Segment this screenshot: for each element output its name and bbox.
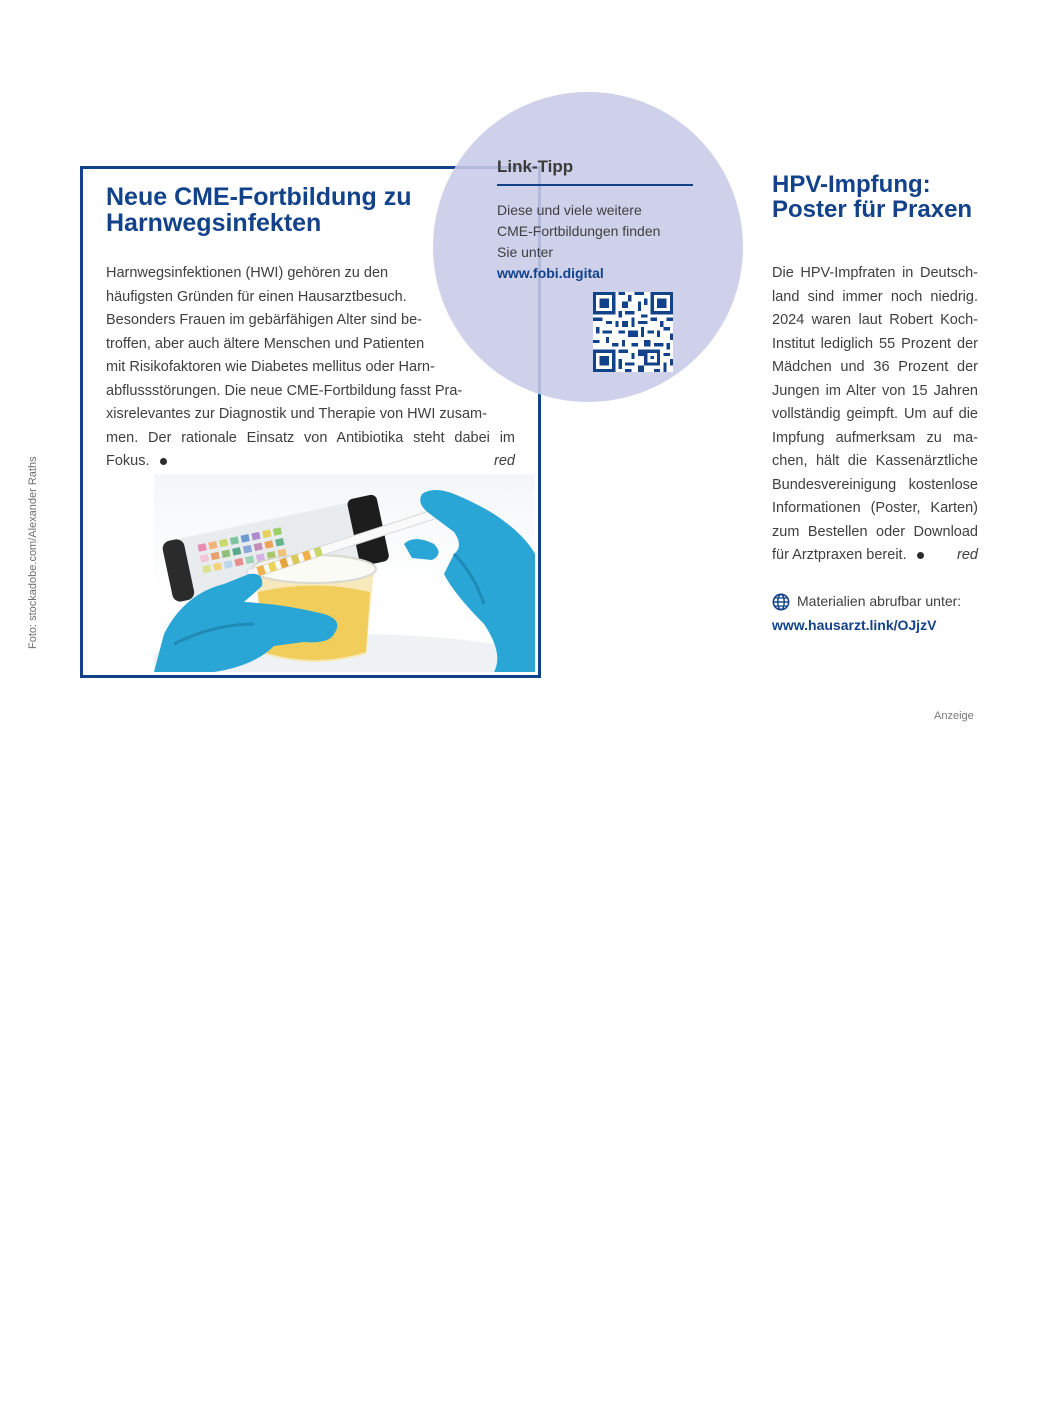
cme-signature: red: [494, 453, 515, 469]
link-tipp-divider: [497, 184, 693, 186]
link-tipp-line: CME-Fortbildungen finden: [497, 223, 661, 239]
cme-line: xisrelevantes zur Diagnostik und Therapie von HWI zusam-: [106, 406, 487, 422]
hpv-title-line: HPV-Impfung:: [772, 171, 931, 198]
hpv-line: Impfung aufmerksam zu ma-: [772, 429, 978, 446]
hpv-end-line: [772, 544, 978, 568]
cme-last-line: Fokus.: [106, 453, 150, 469]
hpv-line: Institut lediglich 55 Prozent der: [772, 335, 978, 352]
link-tipp-title: Link-Tipp: [497, 157, 574, 176]
cme-article-title: Neue CME-Fortbildung zu Harnwegsinfekten: [106, 183, 412, 237]
cme-line: Besonders Frauen im gebärfähigen Alter sind be-: [106, 312, 422, 328]
cme-line: abflussstörungen. Die neue CME-Fortbildung fasst Pra-: [106, 382, 463, 399]
cme-line: troffen, aber auch ältere Menschen und Patienten: [106, 335, 425, 352]
link-tipp-line: Sie unter: [497, 244, 554, 260]
hpv-line: vollständig geimpft. Um auf die: [772, 406, 978, 422]
link-tipp-text: [497, 200, 697, 263]
hpv-article-title: [772, 172, 992, 222]
photo-credit: Foto: stockadobe.com/Alexander Raths: [27, 456, 39, 649]
hpv-line: zum Bestellen oder Download: [772, 523, 978, 540]
cme-line: Harnwegsinfektionen (HWI) gehören zu den: [106, 265, 389, 281]
hpv-line: Mädchen und 36 Prozent der: [772, 359, 978, 375]
hpv-line: Die HPV-Impfraten in Deutsch-: [772, 265, 978, 281]
end-dot-icon: [160, 458, 167, 465]
urine-test-illustration: [154, 474, 535, 672]
qr-code-icon[interactable]: [593, 292, 673, 372]
hpv-title-line: Poster für Praxen: [772, 196, 973, 223]
cme-end-line: [106, 450, 515, 474]
end-dot-icon: [917, 552, 924, 559]
hpv-line: Informationen (Poster, Karten): [772, 500, 978, 516]
hpv-line: chen, hält die Kassenärztliche: [772, 453, 978, 469]
globe-icon: [772, 593, 790, 611]
urine-test-photo: [154, 474, 535, 672]
fobi-digital-link[interactable]: www.fobi.digital: [497, 265, 604, 281]
hpv-line: land sind immer noch niedrig.: [772, 288, 978, 305]
materials-label: Materialien abrufbar unter:: [797, 593, 962, 609]
cme-line: mit Risikofaktoren wie Diabetes mellitus oder Harn-: [106, 359, 435, 375]
hpv-signature: red: [957, 547, 978, 563]
link-tipp-line: Diese und viele weitere: [497, 202, 642, 218]
hpv-line: Bundesvereinigung kostenlose: [772, 476, 978, 493]
cme-line: häufigsten Gründen für einen Hausarztbesuch.: [106, 288, 407, 305]
hpv-article-body: [772, 262, 978, 568]
ad-label: Anzeige: [934, 710, 974, 722]
hpv-line: Jungen im Alter von 15 Jahren: [772, 382, 978, 399]
cme-line: men. Der rationale Einsatz von Antibiotika steht dabei im: [106, 429, 515, 446]
hpv-last-line: für Arztpraxen bereit.: [772, 547, 907, 563]
hausarzt-link[interactable]: www.hausarzt.link/OJjzV: [772, 617, 937, 633]
hpv-line: 2024 waren laut Robert Koch-: [772, 312, 978, 328]
